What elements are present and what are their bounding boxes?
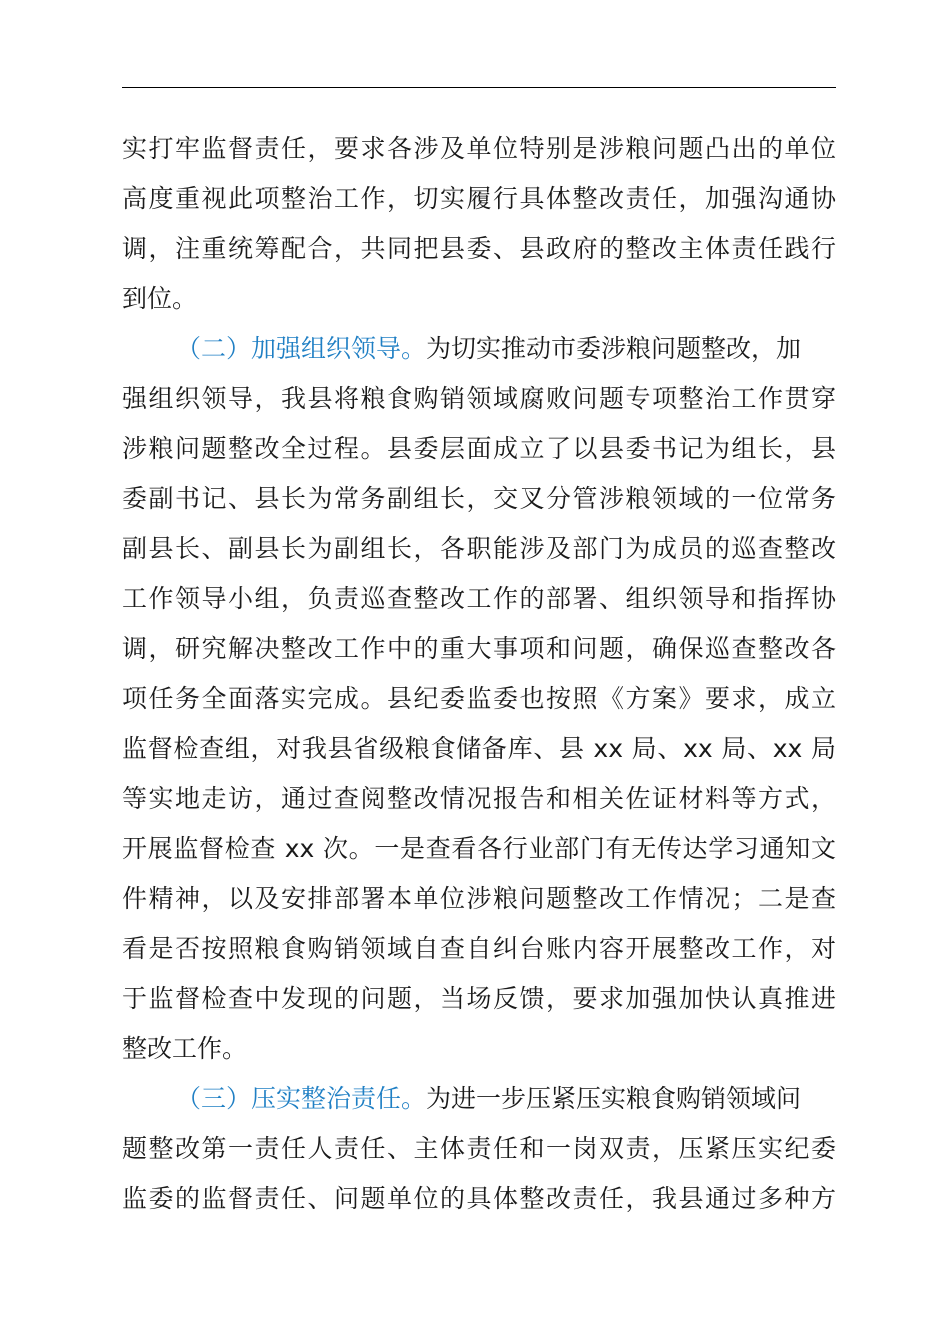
- text-line: 题整改第一责任人责任、主体责任和一岗双责，压紧压实纪委: [122, 1134, 836, 1163]
- text-line: 工作领导小组，负责巡查整改工作的部署、组织领导和指挥协: [122, 584, 836, 613]
- text-line: 调，注重统筹配合，共同把县委、县政府的整改主体责任践行: [122, 234, 836, 263]
- text-line: 等实地走访，通过查阅整改情况报告和相关佐证材料等方式，: [122, 784, 836, 813]
- text-line: 副县长、副县长为副组长，各职能涉及部门为成员的巡查整改: [122, 534, 836, 563]
- text-line: 监委的监督责任、问题单位的具体整改责任，我县通过多种方: [122, 1184, 836, 1213]
- text-line: 项任务全面落实完成。县纪委监委也按照《方案》要求，成立: [122, 684, 836, 713]
- text-line: 实打牢监督责任，要求各涉及单位特别是涉粮问题凸出的单位: [122, 134, 836, 163]
- text-line: 开展监督检查 xx 次。一是查看各行业部门有无传达学习通知文: [122, 834, 836, 863]
- text-line: 看是否按照粮食购销领域自查自纠台账内容开展整改工作，对: [122, 934, 836, 963]
- text-line: 强组织领导，我县将粮食购销领域腐败问题专项整治工作贯穿: [122, 384, 836, 413]
- text-line: 件精神，以及安排部署本单位涉粮问题整改工作情况；二是查: [122, 884, 836, 913]
- header-rule: [122, 87, 836, 88]
- section-2-lead-text: 为切实推动市委涉粮问题整改，加: [426, 334, 802, 363]
- section-3-lead-text: 为进一步压紧压实粮食购销领域问: [426, 1084, 802, 1113]
- text-line: 高度重视此项整治工作，切实履行具体整改责任，加强沟通协: [122, 184, 836, 213]
- text-line: 于监督检查中发现的问题，当场反馈，要求加强加快认真推进: [122, 984, 836, 1013]
- text-line: 整改工作。: [122, 1034, 248, 1063]
- text-line: 到位。: [122, 284, 198, 313]
- body-text: [122, 124, 836, 1224]
- text-line: 涉粮问题整改全过程。县委层面成立了以县委书记为组长，县: [122, 434, 836, 463]
- text-line: 委副书记、县长为常务副组长，交叉分管涉粮领域的一位常务: [122, 484, 836, 513]
- section-3-first-line: [122, 1074, 836, 1124]
- section-2-heading: （二）加强组织领导。: [176, 334, 427, 363]
- section-3-heading: （三）压实整治责任。: [176, 1084, 427, 1113]
- text-line: 调，研究解决整改工作中的重大事项和问题，确保巡查整改各: [122, 634, 836, 663]
- section-2-first-line: [122, 324, 836, 374]
- text-line: 监督检查组，对我县省级粮食储备库、县 xx 局、xx 局、xx 局: [122, 734, 836, 763]
